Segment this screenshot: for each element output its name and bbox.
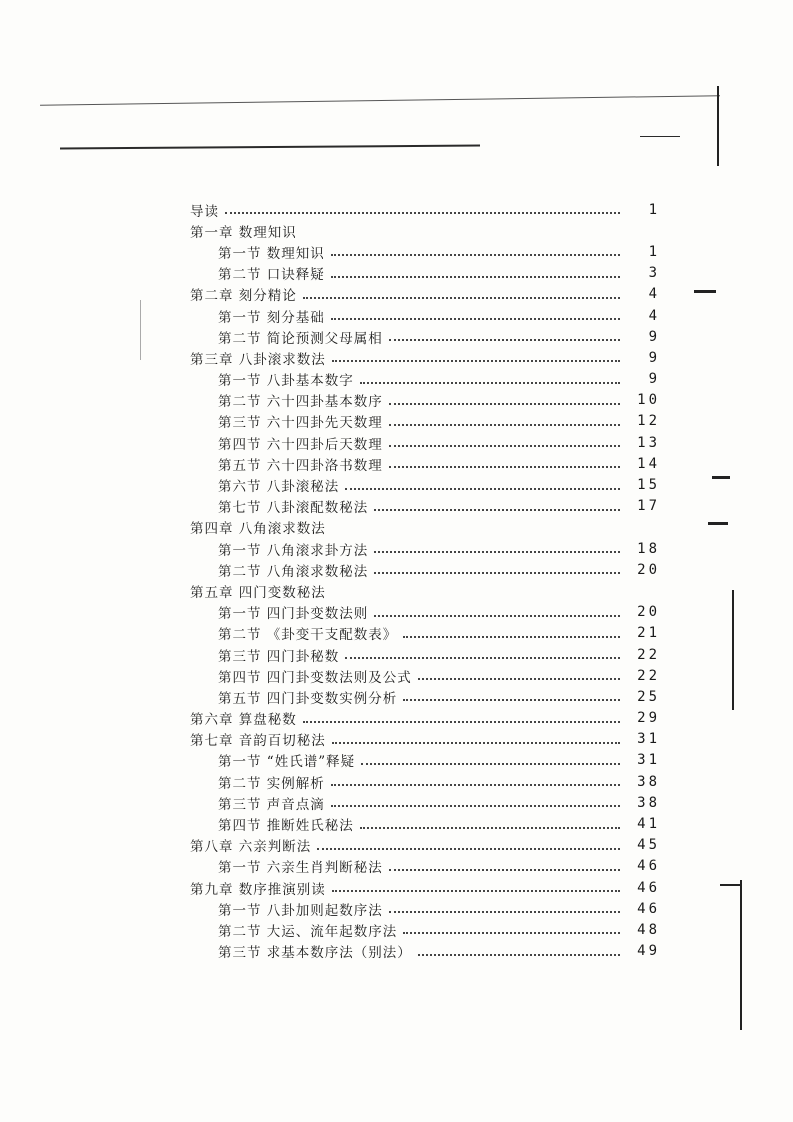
toc-chapter-entry[interactable] [190,199,660,220]
toc-entry-label: 第三节 六十四卦先天数理 [218,415,383,432]
dot-leader [332,741,620,744]
dot-leader [389,444,620,447]
toc-entry-page: 14 [637,455,660,472]
margin-mark [717,86,719,166]
dot-leader [331,317,620,320]
toc-entry-label: 第二章 刻分精论 [190,288,297,305]
toc-section-entry[interactable] [190,305,660,326]
toc-section-entry[interactable] [190,644,660,665]
dot-leader [345,487,620,490]
toc-entry-label: 第二节 八角滚求数秘法 [218,563,369,580]
dot-leader [331,275,620,278]
toc-chapter-entry[interactable] [190,284,660,305]
scan-dash-left [140,300,141,360]
toc-entry-label: 第一节 “姓氏谱”释疑 [218,754,356,771]
toc-entry-page: 1 [648,243,660,260]
toc-section-entry[interactable] [190,369,660,390]
toc-entry-page: 49 [637,943,660,960]
toc-entry-label: 导读 [190,203,219,220]
toc-entry-label: 第一章 数理知识 [190,224,297,241]
toc-entry-label: 第一节 八卦加则起数序法 [218,902,383,919]
toc-entry-label: 第一节 六亲生肖判断秘法 [218,860,383,877]
toc-entry-label: 第一节 刻分基础 [218,309,325,326]
dot-leader [403,931,620,934]
toc-section-entry[interactable] [190,623,660,644]
dot-leader [389,868,620,871]
dot-leader [389,423,620,426]
dot-leader [418,677,620,680]
toc-entry-page: 31 [637,731,660,748]
dot-leader [389,465,620,468]
toc-entry-page: 38 [637,773,660,790]
toc-entry-page: 20 [637,604,660,621]
dot-leader [389,402,620,405]
toc-entry-label: 第一节 数理知识 [218,245,325,262]
margin-mark [740,880,742,1030]
toc-section-entry[interactable] [190,432,660,453]
toc-entry-label: 第三章 八卦滚求数法 [190,351,326,368]
toc-entry-page: 9 [648,349,660,366]
toc-chapter-entry[interactable] [190,877,660,898]
dot-leader [332,593,620,594]
toc-section-entry[interactable] [190,390,660,411]
toc-entry-label: 第七章 音韵百切秘法 [190,733,326,750]
toc-section-entry[interactable] [190,792,660,813]
toc-section-entry[interactable] [190,241,660,262]
toc-entry-page: 20 [637,561,660,578]
toc-section-entry[interactable] [190,496,660,517]
dot-leader [389,338,620,341]
toc-entry-label: 第三节 声音点滴 [218,796,325,813]
toc-section-entry[interactable] [190,919,660,940]
toc-entry-page: 29 [637,710,660,727]
margin-mark [732,590,734,710]
toc-entry-label: 第一节 四门卦变数法则 [218,606,369,623]
toc-chapter-entry[interactable] [190,347,660,368]
dot-leader [403,635,620,638]
margin-mark [694,290,716,293]
dot-leader [389,910,620,913]
dot-leader [332,889,620,892]
toc-entry-page: 18 [637,540,660,557]
toc-chapter-entry[interactable] [190,220,660,241]
toc-entry-label: 第二节 六十四卦基本数序 [218,394,383,411]
toc-entry-page: 4 [648,307,660,324]
toc-entry-label: 第二节 实例解析 [218,775,325,792]
toc-entry-label: 第六章 算盘秘数 [190,712,297,729]
toc-entry-page: 45 [637,837,660,854]
dot-leader [374,550,620,553]
toc-section-entry[interactable] [190,813,660,834]
toc-entry-label: 第二节 简论预测父母属相 [218,330,383,347]
toc-chapter-entry[interactable] [190,708,660,729]
dot-leader [317,847,620,850]
dot-leader [303,233,620,234]
dot-leader [331,253,620,256]
toc-entry-label: 第三节 求基本数序法（别法） [218,945,412,962]
toc-section-entry[interactable] [190,538,660,559]
toc-entry-label: 第二节 《卦变干支配数表》 [218,627,398,644]
toc-entry-label: 第四节 推断姓氏秘法 [218,818,354,835]
toc-entry-label: 第四节 六十四卦后天数理 [218,436,383,453]
toc-entry-page: 13 [637,434,660,451]
toc-section-entry[interactable] [190,453,660,474]
toc-section-entry[interactable] [190,559,660,580]
toc-section-entry[interactable] [190,750,660,771]
dot-leader [225,211,620,214]
scan-rule-top [40,95,720,105]
toc-section-entry[interactable] [190,665,660,686]
toc-entry-page: 22 [637,667,660,684]
toc-entry-page: 38 [637,794,660,811]
toc-entry-label: 第二节 大运、流年起数序法 [218,923,398,940]
dot-leader [331,783,620,786]
toc-entry-page: 9 [648,328,660,345]
table-of-contents [190,199,660,962]
toc-entry-page: 46 [637,858,660,875]
toc-entry-page: 46 [637,879,660,896]
dot-leader [360,826,620,829]
toc-chapter-entry[interactable] [190,517,660,538]
toc-chapter-entry[interactable] [190,580,660,601]
dot-leader [345,656,620,659]
dot-leader [332,359,620,362]
dot-leader [303,720,620,723]
toc-entry-page: 12 [637,413,660,430]
toc-entry-page: 15 [637,477,660,494]
toc-entry-page: 3 [648,265,660,282]
toc-entry-label: 第八章 六亲判断法 [190,839,312,856]
toc-entry-page: 1 [648,201,660,218]
margin-mark [720,884,740,886]
toc-entry-page: 17 [637,498,660,515]
toc-section-entry[interactable] [190,326,660,347]
toc-entry-page: 25 [637,688,660,705]
toc-section-entry[interactable] [190,686,660,707]
dot-leader [360,381,620,384]
toc-section-entry[interactable] [190,263,660,284]
dot-leader [403,698,620,701]
toc-entry-label: 第七节 八卦滚配数秘法 [218,500,369,517]
toc-section-entry[interactable] [190,474,660,495]
toc-entry-page: 4 [648,286,660,303]
toc-entry-label: 第一节 八卦基本数字 [218,373,354,390]
dot-leader [374,571,620,574]
toc-chapter-entry[interactable] [190,729,660,750]
toc-entry-label: 第四节 四门卦变数法则及公式 [218,669,412,686]
dot-leader [374,508,620,511]
toc-section-entry[interactable] [190,771,660,792]
toc-entry-page: 22 [637,646,660,663]
scan-rule-second [60,145,480,150]
toc-entry-label: 第五节 六十四卦洛书数理 [218,457,383,474]
toc-entry-label: 第三节 四门卦秘数 [218,648,340,665]
toc-section-entry[interactable] [190,941,660,962]
toc-entry-page: 9 [648,371,660,388]
toc-section-entry[interactable] [190,411,660,432]
margin-mark [712,476,730,479]
toc-entry-page: 46 [637,900,660,917]
dot-leader [331,804,620,807]
dot-leader [303,296,620,299]
toc-section-entry[interactable] [190,898,660,919]
toc-entry-label: 第五节 四门卦变数实例分析 [218,690,398,707]
dot-leader [361,762,620,765]
dot-leader [418,953,620,956]
scan-rule-short [640,136,680,137]
toc-entry-label: 第五章 四门变数秘法 [190,584,326,601]
dot-leader [374,614,620,617]
toc-entry-label: 第六节 八卦滚秘法 [218,479,340,496]
toc-entry-page: 21 [637,625,660,642]
toc-entry-page: 48 [637,921,660,938]
toc-entry-page: 10 [637,392,660,409]
toc-entry-label: 第一节 八角滚求卦方法 [218,542,369,559]
toc-section-entry[interactable] [190,602,660,623]
toc-chapter-entry[interactable] [190,835,660,856]
toc-entry-label: 第四章 八角滚求数法 [190,521,326,538]
toc-entry-label: 第二节 口诀释疑 [218,267,325,284]
margin-mark [708,522,728,525]
toc-entry-page: 41 [637,816,660,833]
toc-entry-page: 31 [637,752,660,769]
toc-section-entry[interactable] [190,856,660,877]
toc-entry-label: 第九章 数序推演别读 [190,881,326,898]
dot-leader [332,530,620,531]
